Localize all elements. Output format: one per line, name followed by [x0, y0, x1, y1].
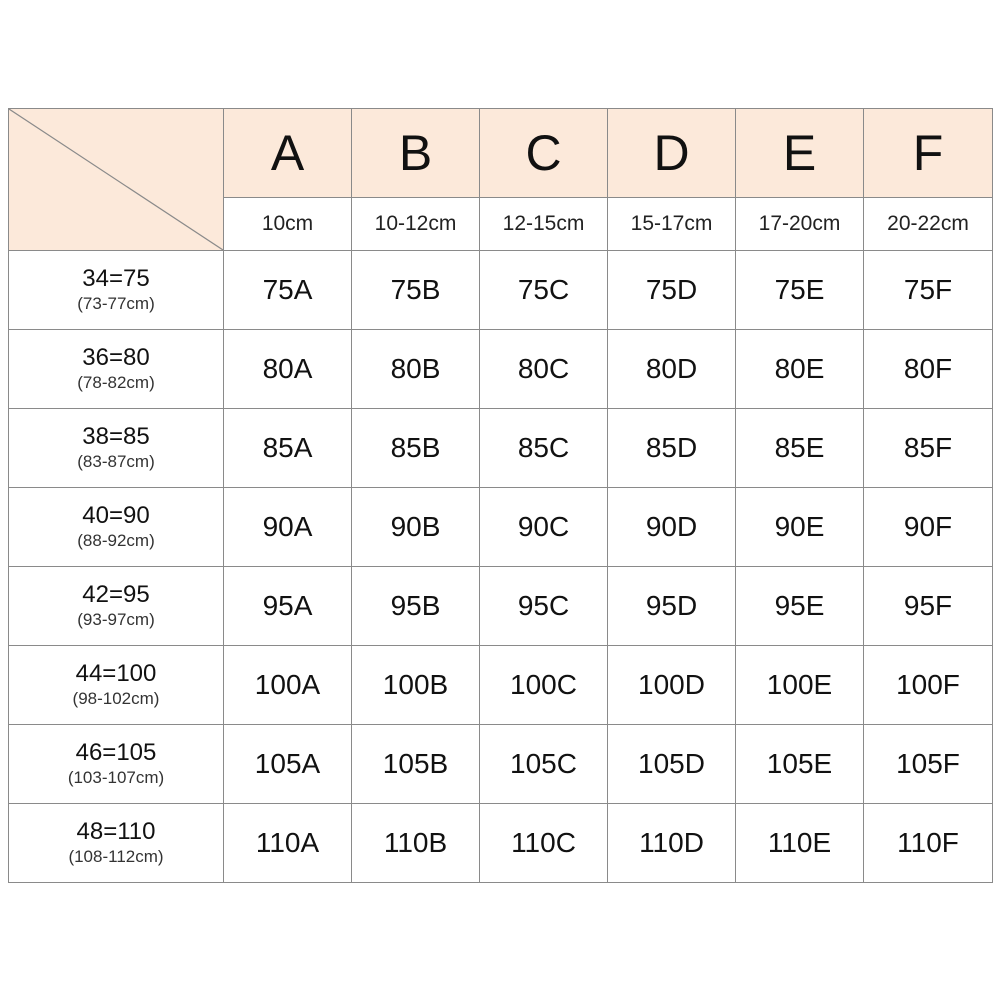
size-cell: 95D — [608, 567, 736, 646]
cup-range-d: 15-17cm — [608, 198, 736, 251]
band-size-label: 38=85 — [82, 423, 150, 451]
size-cell: 85C — [480, 409, 608, 488]
size-chart-body — [9, 109, 993, 883]
size-cell: 85E — [736, 409, 864, 488]
band-row — [9, 251, 993, 330]
size-cell: 75A — [224, 251, 352, 330]
band-size-cell — [9, 804, 224, 883]
size-cell: 100B — [352, 646, 480, 725]
band-row — [9, 488, 993, 567]
size-cell: 85B — [352, 409, 480, 488]
band-measure-label: (93-97cm) — [77, 610, 155, 630]
size-cell: 95C — [480, 567, 608, 646]
band-size-cell — [9, 251, 224, 330]
band-measure-label: (98-102cm) — [72, 689, 160, 709]
band-size-cell — [9, 488, 224, 567]
cup-letter-b: B — [352, 109, 480, 198]
band-row — [9, 725, 993, 804]
size-cell: 90C — [480, 488, 608, 567]
size-cell: 75F — [864, 251, 993, 330]
band-measure-label: (73-77cm) — [77, 294, 155, 314]
band-measure-label: (83-87cm) — [77, 452, 155, 472]
size-cell: 110D — [608, 804, 736, 883]
size-cell: 85D — [608, 409, 736, 488]
size-cell: 95A — [224, 567, 352, 646]
size-cell: 75E — [736, 251, 864, 330]
size-cell: 85A — [224, 409, 352, 488]
size-cell: 95B — [352, 567, 480, 646]
band-size-label: 48=110 — [76, 818, 156, 846]
size-cell: 110C — [480, 804, 608, 883]
size-cell: 90E — [736, 488, 864, 567]
band-size-cell — [9, 725, 224, 804]
cup-letter-d: D — [608, 109, 736, 198]
size-cell: 90A — [224, 488, 352, 567]
size-cell: 110B — [352, 804, 480, 883]
size-cell: 100C — [480, 646, 608, 725]
size-cell: 75D — [608, 251, 736, 330]
band-size-label: 46=105 — [75, 739, 157, 767]
band-row — [9, 330, 993, 409]
size-cell: 105A — [224, 725, 352, 804]
band-row — [9, 409, 993, 488]
size-cell: 105C — [480, 725, 608, 804]
band-size-cell — [9, 646, 224, 725]
cup-range-b: 10-12cm — [352, 198, 480, 251]
cup-range-a: 10cm — [224, 198, 352, 251]
cup-letter-c: C — [480, 109, 608, 198]
band-size-label: 42=95 — [82, 581, 150, 609]
band-size-label: 44=100 — [75, 660, 157, 688]
size-cell: 110F — [864, 804, 993, 883]
size-cell: 80C — [480, 330, 608, 409]
cup-letter-e: E — [736, 109, 864, 198]
size-chart-table — [8, 108, 993, 883]
band-measure-label: (103-107cm) — [67, 768, 165, 788]
size-cell: 95E — [736, 567, 864, 646]
size-cell: 105D — [608, 725, 736, 804]
cup-letter-f: F — [864, 109, 993, 198]
size-cell: 80E — [736, 330, 864, 409]
size-cell: 80A — [224, 330, 352, 409]
corner-diagonal-cell — [9, 109, 224, 251]
cup-range-e: 17-20cm — [736, 198, 864, 251]
size-cell: 80F — [864, 330, 993, 409]
size-cell: 90F — [864, 488, 993, 567]
band-row — [9, 804, 993, 883]
size-cell: 80D — [608, 330, 736, 409]
band-measure-label: (108-112cm) — [68, 847, 164, 867]
size-cell: 75B — [352, 251, 480, 330]
band-measure-label: (88-92cm) — [77, 531, 155, 551]
size-cell: 80B — [352, 330, 480, 409]
size-cell: 100A — [224, 646, 352, 725]
band-size-label: 34=75 — [82, 265, 150, 293]
band-measure-label: (78-82cm) — [77, 373, 155, 393]
size-cell: 100F — [864, 646, 993, 725]
cup-range-f: 20-22cm — [864, 198, 993, 251]
cup-letter-a: A — [224, 109, 352, 198]
band-size-cell — [9, 409, 224, 488]
size-cell: 85F — [864, 409, 993, 488]
band-row — [9, 646, 993, 725]
diagonal-line — [9, 109, 223, 250]
size-cell: 95F — [864, 567, 993, 646]
band-size-cell — [9, 330, 224, 409]
size-cell: 105E — [736, 725, 864, 804]
size-cell: 100E — [736, 646, 864, 725]
size-cell: 100D — [608, 646, 736, 725]
cup-range-c: 12-15cm — [480, 198, 608, 251]
size-cell: 90D — [608, 488, 736, 567]
band-size-label: 36=80 — [82, 344, 150, 372]
band-row — [9, 567, 993, 646]
size-cell: 90B — [352, 488, 480, 567]
size-cell: 110A — [224, 804, 352, 883]
size-cell: 110E — [736, 804, 864, 883]
cup-letter-row — [9, 109, 993, 198]
band-size-cell — [9, 567, 224, 646]
size-cell: 105B — [352, 725, 480, 804]
size-cell: 75C — [480, 251, 608, 330]
band-size-label: 40=90 — [82, 502, 150, 530]
size-cell: 105F — [864, 725, 993, 804]
